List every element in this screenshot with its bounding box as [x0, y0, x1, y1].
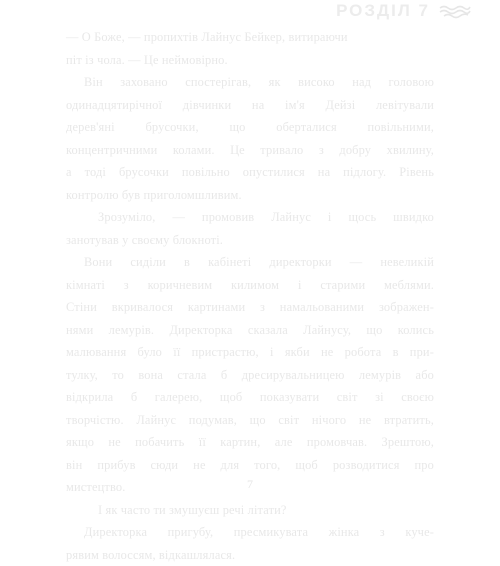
text-line: якщо не побачить її картин, але промовчав. Зрештою,	[66, 431, 434, 454]
text-line: тулку, то вона стала б дресирувальницею лемурів або	[66, 364, 434, 387]
text-line: відкрила б галерею, щоб показувати світ зі своєю	[66, 386, 434, 409]
page-header	[336, 0, 472, 22]
text-line: піт із чола. — Це неймовірно.	[66, 49, 434, 72]
text-line: Зрозуміло, — промовив Лайнус і щось швидко	[66, 206, 434, 229]
text-line: Вони сиділи в кабінеті директорки — невеликій	[66, 251, 434, 274]
text-line: рявим волоссям, відкашлялася.	[66, 544, 434, 566]
text-line: нями лемурів. Директорка сказала Лайнусу, що колись	[66, 319, 434, 342]
text-line: він прибув сюди не для того, щоб розводитися про	[66, 454, 434, 477]
text-line: І як часто ти змушуєш речі літати?	[66, 499, 434, 522]
text-line: мистецтво.	[66, 476, 434, 499]
page-number: 7	[0, 477, 500, 492]
wave-ornament-icon	[438, 3, 472, 19]
text-line: дерев'яні брусочки, що оберталися повільними,	[66, 116, 434, 139]
text-line: Стіни вкривалося картинами з намальованими зображен-	[66, 296, 434, 319]
text-line: одинадцятирічної дівчинки на ім'я Дейзі левітували	[66, 94, 434, 117]
text-line: занотував у своєму блокноті.	[66, 229, 434, 252]
chapter-title: РОЗДІЛ 7	[336, 1, 430, 21]
text-line: контролю був приголомшливим.	[66, 184, 434, 207]
text-line: Директорка пригубу, пресмикувата жінка з куче-	[66, 521, 434, 544]
text-line: Він заховано спостерігав, як високо над головою	[66, 71, 434, 94]
text-line: — О Боже, — пропихтів Лайнус Бейкер, витираючи	[66, 26, 434, 49]
text-line: малювання було її пристрастю, і якби не робота в при-	[66, 341, 434, 364]
text-line: кімнаті з коричневим килимом і старими меблями.	[66, 274, 434, 297]
text-line: творчістю. Лайнус подумав, що світ нічого не втратить,	[66, 409, 434, 432]
text-line: а тоді брусочки повільно опустилися на підлогу. Рівень	[66, 161, 434, 184]
text-line: концентричними колами. Це тривало з добру хвилину,	[66, 139, 434, 162]
